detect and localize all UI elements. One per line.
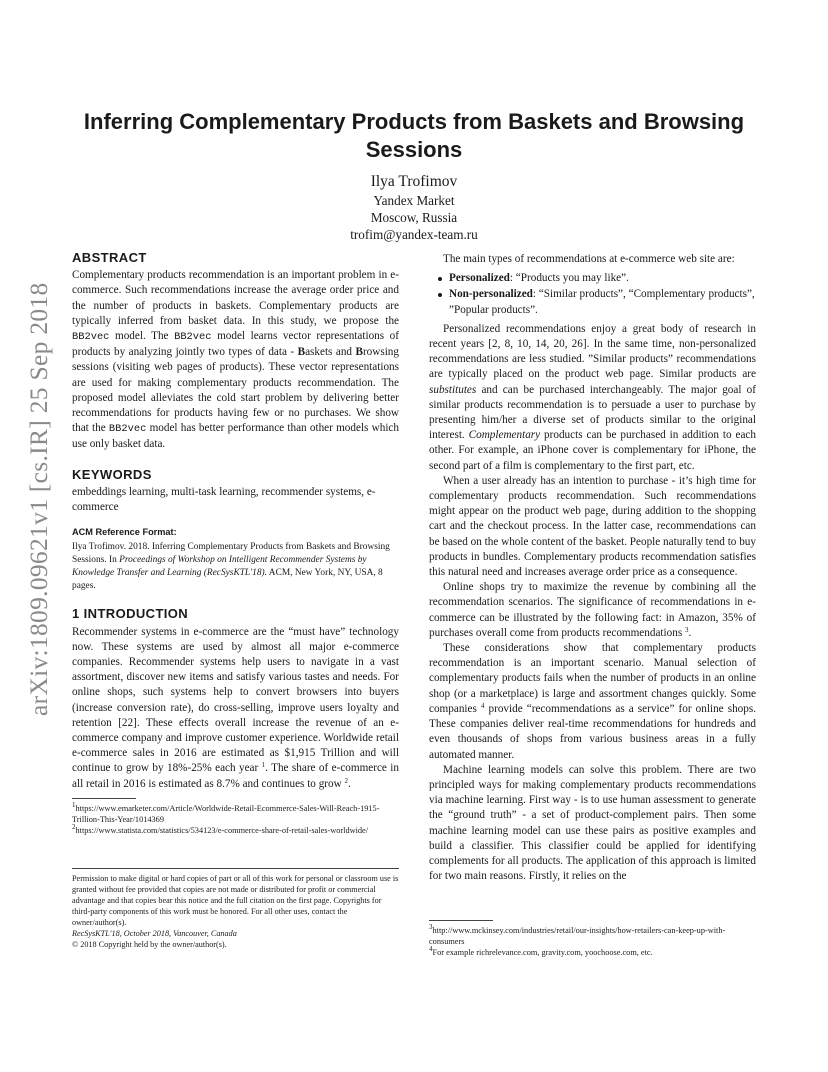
right-footnotes xyxy=(429,920,756,958)
footnote-rule xyxy=(429,920,493,921)
abstract-heading: ABSTRACT xyxy=(72,250,147,265)
author-email: trofim@yandex-team.ru xyxy=(350,227,478,242)
keywords-heading: KEYWORDS xyxy=(72,466,152,482)
rec-types-list xyxy=(429,271,756,318)
paragraph: Personalized recommendations enjoy a great body of research in recent years [2, 8, 10, 14, 20, 26]. In the same time, non-personalized recommendations are less studied. ”Similar products” recommendations are typically placed on the product web page. Similar products are substitutes and can be purchased interchangeably. The major goal of similar products recommendation is to persuade a user to purchase by presenting him/her a diverse set of products similar to the original interest. Complementary products can be purchased in addition to each other. For example, an iPhone cover is complementary for iPhone, the second part of a film is complementary to the first part, etc. xyxy=(429,322,756,472)
paper-title: Inferring Complementary Products from Baskets and Browsing Sessions xyxy=(83,109,745,162)
acm-reference-text: Ilya Trofimov. 2018. Inferring Complementary Products from Baskets and Browsing Sessions. In Proceedings of Workshop on Intelligent Recommender Systems by Knowledge Transfer and Learning (RecSysKTL'18). ACM, New York, NY, USA, 8 pages. xyxy=(72,542,390,592)
footnote-3: $^3$http://www.mckinsey.com/industries/retail/our-insights/how-retailers-can-keep-up-with-consumers xyxy=(429,923,726,946)
intro-text: Recommender systems in e-commerce are the “must have” technology now. These systems are used by almost all major e-commerce companies. Recommender systems help users to navigate in a vast assortment, discover new items and satisfy various tastes and needs. For online shops, such systems help to convert browsers into buyers (increase conversion rate), do cross-selling, improve users loyalty and retention [22]. These effects overall increase the revenue of an e-commerce company and improve customer experience. Worldwide retail e-commerce sales in 2016 are estimated as $1,915 Trillion and will continue to grow by 18%-25% each year $^1$. The share of e-commerce in all retail in 2016 is estimated as 8.7% and continues to grow $^2$. xyxy=(72,625,399,790)
paragraph: These considerations show that complementary products recommendation is an important scenario. Manual selection of complementary products fails when the number of products in an online shop (or a marketplace) is large and assortment changes quickly. Some companies $^4$ provide “recommendations as a service” for online shops. These companies deliver real-time recommendations for hundreds and even thousands of shops from various business areas in a fully automated manner. xyxy=(429,642,756,761)
acm-reference-heading: ACM Reference Format: xyxy=(72,527,177,538)
arxiv-stamp: arXiv:1809.09621v1 [cs.IR] 25 Sep 2018 xyxy=(24,282,53,716)
footnote-2: $^2$https://www.statista.com/statistics/534123/e-commerce-share-of-retail-sales-worldwide/ xyxy=(72,822,369,835)
permission-block xyxy=(72,868,399,950)
footnote-rule xyxy=(72,798,136,799)
list-item: Non-personalized: “Similar products”, “Complementary products”, ”Popular products”. xyxy=(449,287,756,317)
paragraph: Machine learning models can solve this problem. There are two principled ways for making complementary products recommendations via machine learning. First way - is to use human assessment to generate the “ground truth” - a set of product-complement pairs. Then some machine learning model can use these pairs as positive examples and build a classifier. This classifier could be applied for identifying complements for all products. The application of this approach is limited for two main reasons. Firstly, it relies on the xyxy=(429,763,756,883)
right-column xyxy=(429,252,756,884)
author-location: Moscow, Russia xyxy=(370,210,458,225)
author-block xyxy=(214,172,614,243)
footnote-1: $^1$https://www.emarketer.com/Article/Worldwide-Retail-Ecommerce-Sales-Will-Reach-1915-Trillion-This-Year/1014369 xyxy=(72,800,380,824)
permission-text: Permission to make digital or hard copies of part or all of this work for personal or classroom use is granted without fee provided that copies are not made or distributed for profit or commercial advantage and that copies bear this notice and the full citation on the first page. Copyrights for third-party components of this work must be honored. For all other uses, contact the owner/author(s). xyxy=(72,874,399,927)
venue: RecSysKTL'18, October 2018, Vancouver, Canada xyxy=(72,929,237,938)
footnote-4: $^4$For example richrelevance.com, gravity.com, yoochoose.com, etc. xyxy=(429,945,653,957)
permission-rule xyxy=(72,868,399,869)
intro-heading: 1 INTRODUCTION xyxy=(72,606,189,622)
author-name: Ilya Trofimov xyxy=(370,173,458,190)
left-column xyxy=(72,250,399,836)
paragraph: Online shops try to maximize the revenue by combining all the recommendation scenarios. The significance of recommendations in e-commerce can be illustrated by the following fact: in Amazon, 35% of purchases overall come from products recommendations $^3$. xyxy=(429,581,756,639)
paragraph: When a user already has an intention to purchase - it’s high time for complementary products recommendation. Such recommendations might appear on the product web page, during addition to the shopping cart and the checkout process. In the latter case, recommendations can be based on the whole content of the basket. People naturally tend to buy products in bundles. Complementary products recommendation satisfies this natural need and increases average order price as a consequence. xyxy=(429,474,756,579)
keywords-text: embeddings learning, multi-task learning, recommender systems, e-commerce xyxy=(72,485,376,514)
copyright: © 2018 Copyright held by the owner/author(s). xyxy=(72,940,227,949)
rec-types-intro: The main types of recommendations at e-commerce web site are: xyxy=(443,253,735,265)
list-item: Personalized: “Products you may like”. xyxy=(449,271,756,286)
author-affiliation: Yandex Market xyxy=(373,193,455,208)
abstract-text: Complementary products recommendation is an important problem in e-commerce. Such recommendations increase the average order price and the number of products in baskets. Complementary products are typically inferred from basket data. In this study, we propose the BB2vec model. The BB2vec model learns vector representations of products by analyzing jointly two types of data - Baskets and Browsing sessions (visiting web pages of products). These vector representations are used for making complementary products recommendation. The proposed model alleviates the cold start problem by delivering better recommendations for products having few or no purchases. We show that the BB2vec model has better performance than other models which use only basket data. xyxy=(72,269,399,451)
